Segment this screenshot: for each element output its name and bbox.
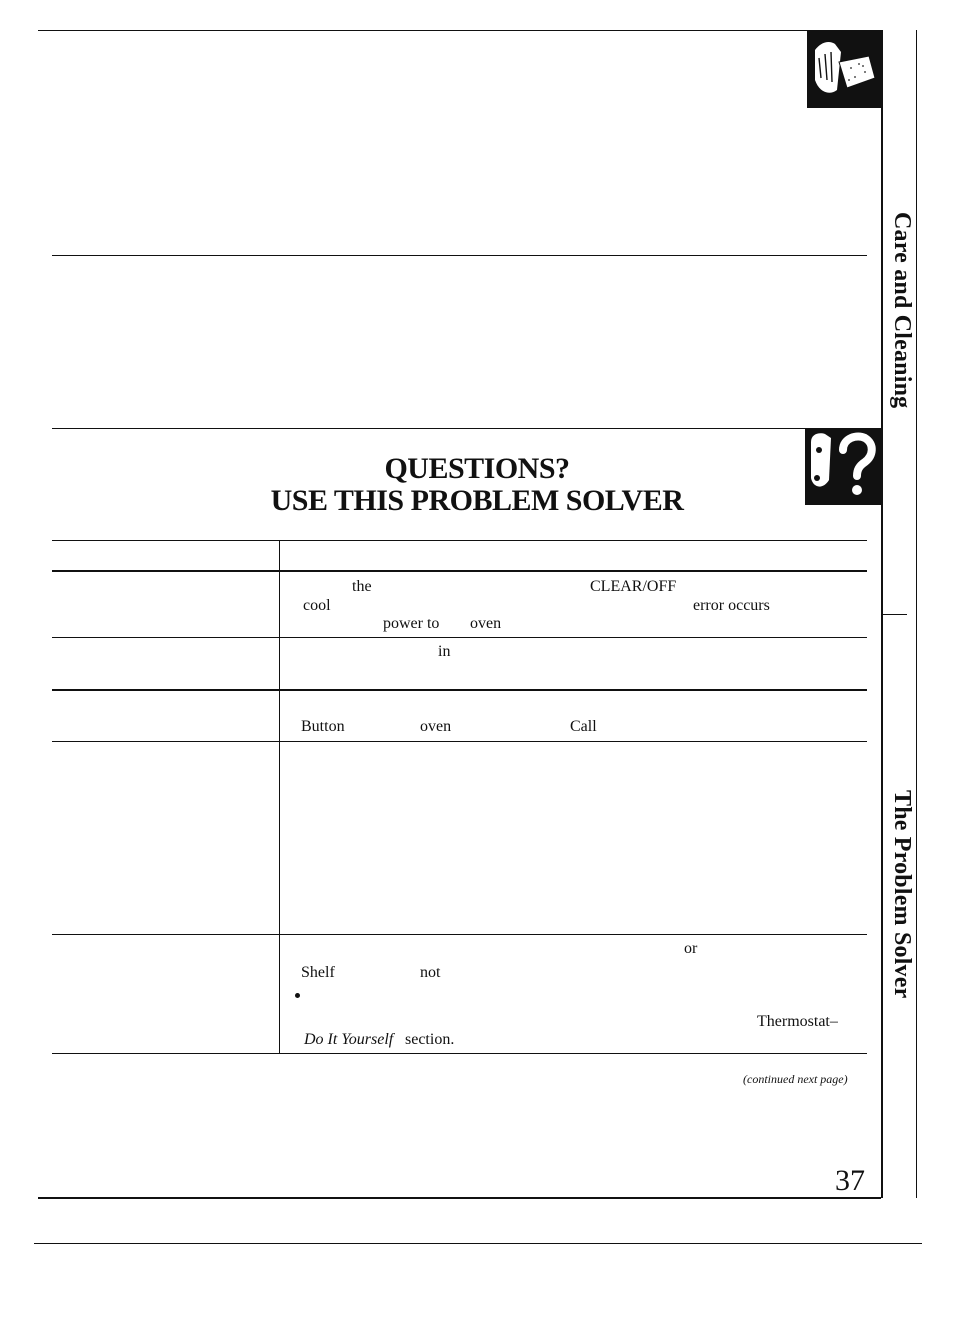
divider-upper xyxy=(52,255,867,256)
row5-text-or: or xyxy=(684,940,698,957)
page-title-line1: QUESTIONS? xyxy=(384,452,570,485)
table-row2-bottom xyxy=(52,689,867,691)
row3-text-oven: oven xyxy=(420,718,452,735)
bottom-edge-line xyxy=(34,1243,922,1244)
row5-text-section: section. xyxy=(405,1031,455,1048)
side-tab-problem-solver: The Problem Solver xyxy=(889,790,915,999)
row1-text-the: the xyxy=(352,578,372,595)
page-title-line2: USE THIS PROBLEM SOLVER xyxy=(270,484,684,517)
table-header-bottom xyxy=(52,570,867,572)
row5-text-not: not xyxy=(420,964,441,981)
table-row4-bottom xyxy=(52,934,867,935)
tab-divider xyxy=(881,614,907,615)
row1-text-clear-off: CLEAR/OFF xyxy=(590,578,677,595)
table-row5-bottom xyxy=(52,1053,867,1054)
row5-bullet xyxy=(295,993,300,998)
table-column-divider xyxy=(279,540,280,1053)
row1-text-power-to: power to xyxy=(383,615,440,632)
continued-note: (continued next page) xyxy=(743,1072,848,1086)
table-header-top xyxy=(52,540,867,541)
right-outer-border xyxy=(916,30,917,1198)
row5-text-thermostat: Thermostat– xyxy=(757,1013,838,1030)
row3-text-call: Call xyxy=(570,718,597,735)
row2-text-in: in xyxy=(438,643,451,660)
table-row1-bottom xyxy=(52,637,867,638)
side-tab-care-and-cleaning: Care and Cleaning xyxy=(889,212,915,409)
row1-text-error-occurs: error occurs xyxy=(693,597,770,614)
table-row3-bottom xyxy=(52,741,867,742)
row1-text-cool: cool xyxy=(303,597,331,614)
hand-sponge-icon xyxy=(807,30,882,108)
row5-text-shelf: Shelf xyxy=(301,964,335,981)
row5-text-do-it-yourself: Do It Yourself xyxy=(304,1031,394,1048)
page-number: 37 xyxy=(835,1164,865,1197)
bottom-border xyxy=(38,1197,881,1199)
row1-text-oven: oven xyxy=(470,615,502,632)
top-border xyxy=(38,30,881,31)
divider-section xyxy=(52,428,807,429)
row3-text-button: Button xyxy=(301,718,345,735)
